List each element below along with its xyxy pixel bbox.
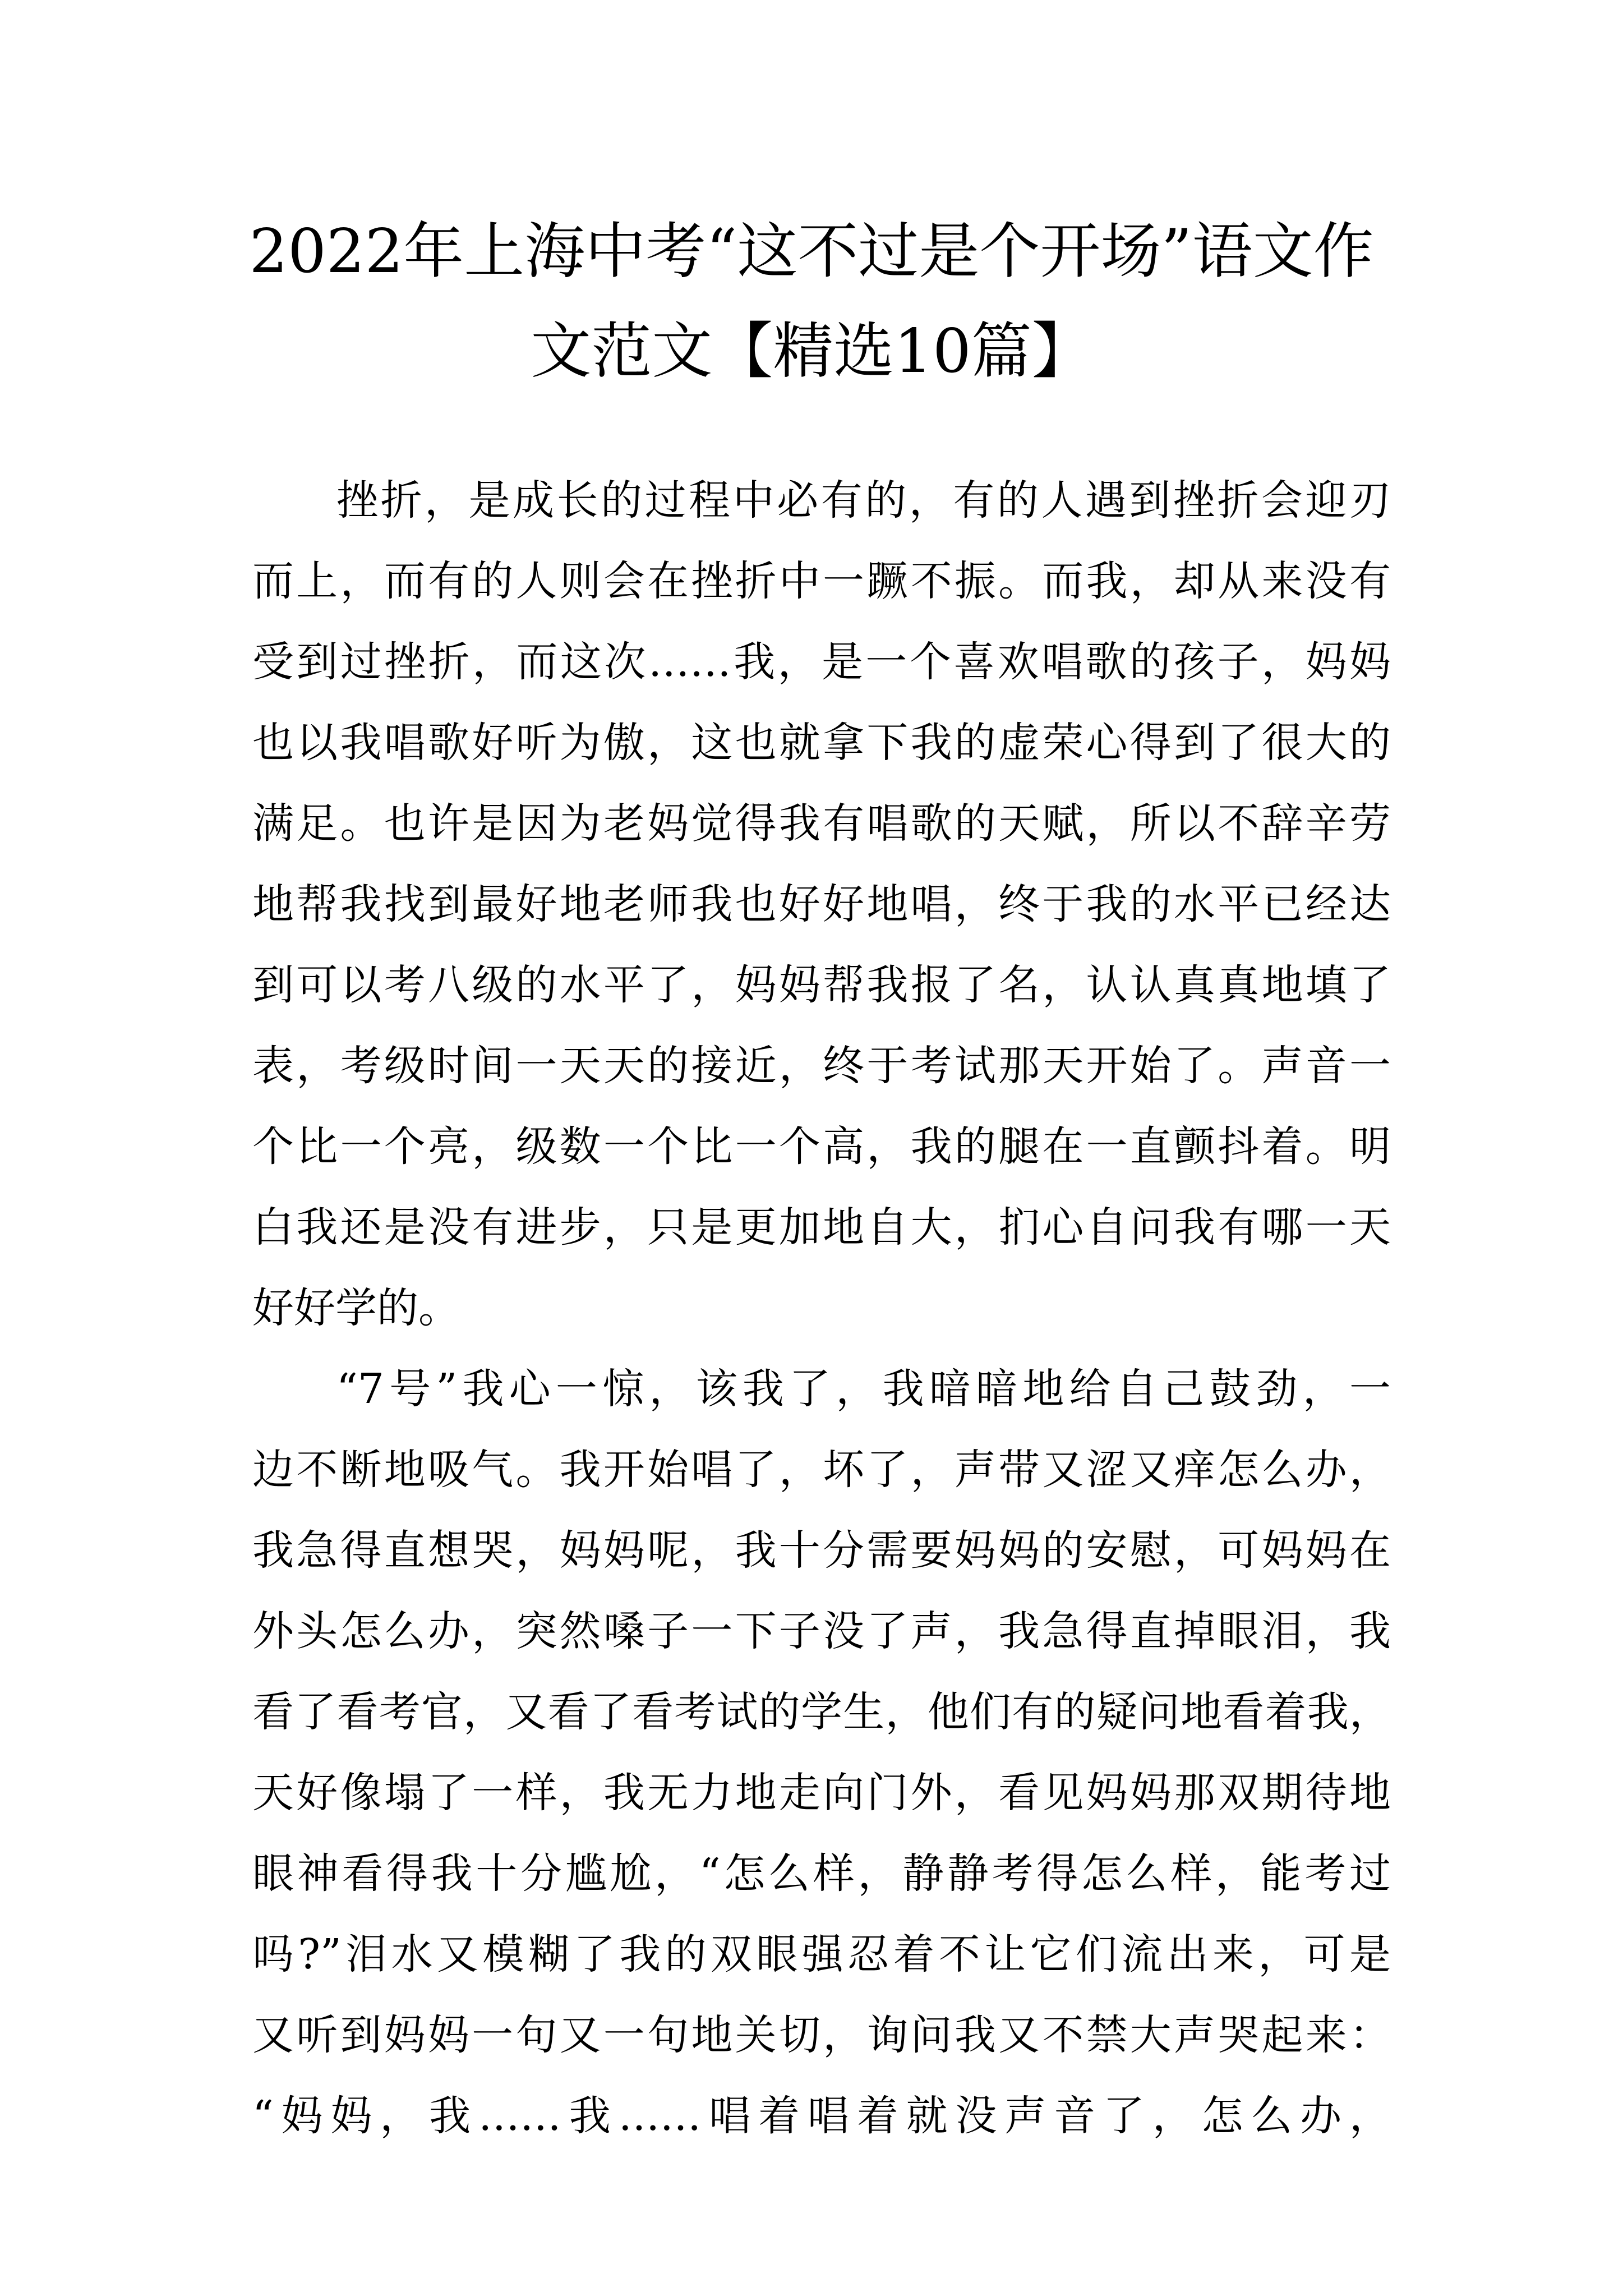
text-line: “妈妈，我……我……唱着唱着就没声音了，怎么办， (252, 2092, 1391, 2140)
text-line: 我急得直想哭，妈妈呢，我十分需要妈妈的安慰，可妈妈在 (252, 1526, 1391, 1575)
text-line: 满足。也许是因为老妈觉得我有唱歌的天赋，所以不辞辛劳 (252, 799, 1391, 848)
text-line: 也以我唱歌好听为傲，这也就拿下我的虚荣心得到了很大的 (252, 719, 1391, 767)
text-line: 受到过挫折，而这次……我，是一个喜欢唱歌的孩子，妈妈 (252, 638, 1391, 686)
text-line: 眼神看得我十分尴尬，“怎么样，静静考得怎么样，能考过 (252, 1849, 1391, 1898)
text-line: 白我还是没有进步，只是更加地自大，扪心自问我有哪一天 (252, 1203, 1391, 1251)
title-line: 文范文【精选10篇】 (531, 316, 1092, 386)
text-line: 挫折，是成长的过程中必有的，有的人遇到挫折会迎刃 (336, 476, 1391, 524)
text-line: 好好学的。 (252, 1284, 460, 1332)
text-line: 吗?”泪水又模糊了我的双眼强忍着不让它们流出来，可是 (252, 1930, 1391, 1978)
text-line: 表，考级时间一天天的接近，终于考试那天开始了。声音一 (252, 1042, 1391, 1090)
paragraph-2 (252, 1349, 1391, 2156)
text-line: 到可以考八级的水平了，妈妈帮我报了名，认认真真地填了 (252, 961, 1391, 1009)
title-line: 2022年上海中考“这不过是个开场”语文作 (249, 217, 1374, 287)
document-body (252, 460, 1391, 2156)
paragraph-1 (252, 460, 1391, 1349)
text-line: “7号”我心一惊，该我了，我暗暗地给自己鼓劲，一 (336, 1365, 1391, 1413)
text-line: 个比一个亮，级数一个比一个高，我的腿在一直颤抖着。明 (252, 1122, 1391, 1171)
text-line: 地帮我找到最好地老师我也好好地唱，终于我的水平已经达 (252, 880, 1391, 928)
text-line: 看了看考官，又看了看考试的学生，他们有的疑问地看着我， (252, 1688, 1391, 1736)
text-line: 天好像塌了一样，我无力地走向门外，看见妈妈那双期待地 (252, 1769, 1391, 1817)
text-line: 又听到妈妈一句又一句地关切，询问我又不禁大声哭起来： (252, 2011, 1391, 2059)
text-line: 而上，而有的人则会在挫折中一蹶不振。而我，却从来没有 (252, 557, 1391, 605)
text-line: 边不断地吸气。我开始唱了，坏了，声带又涩又痒怎么办， (252, 1446, 1391, 1494)
document-title (213, 202, 1410, 402)
text-line: 外头怎么办，突然嗓子一下子没了声，我急得直掉眼泪，我 (252, 1607, 1391, 1655)
